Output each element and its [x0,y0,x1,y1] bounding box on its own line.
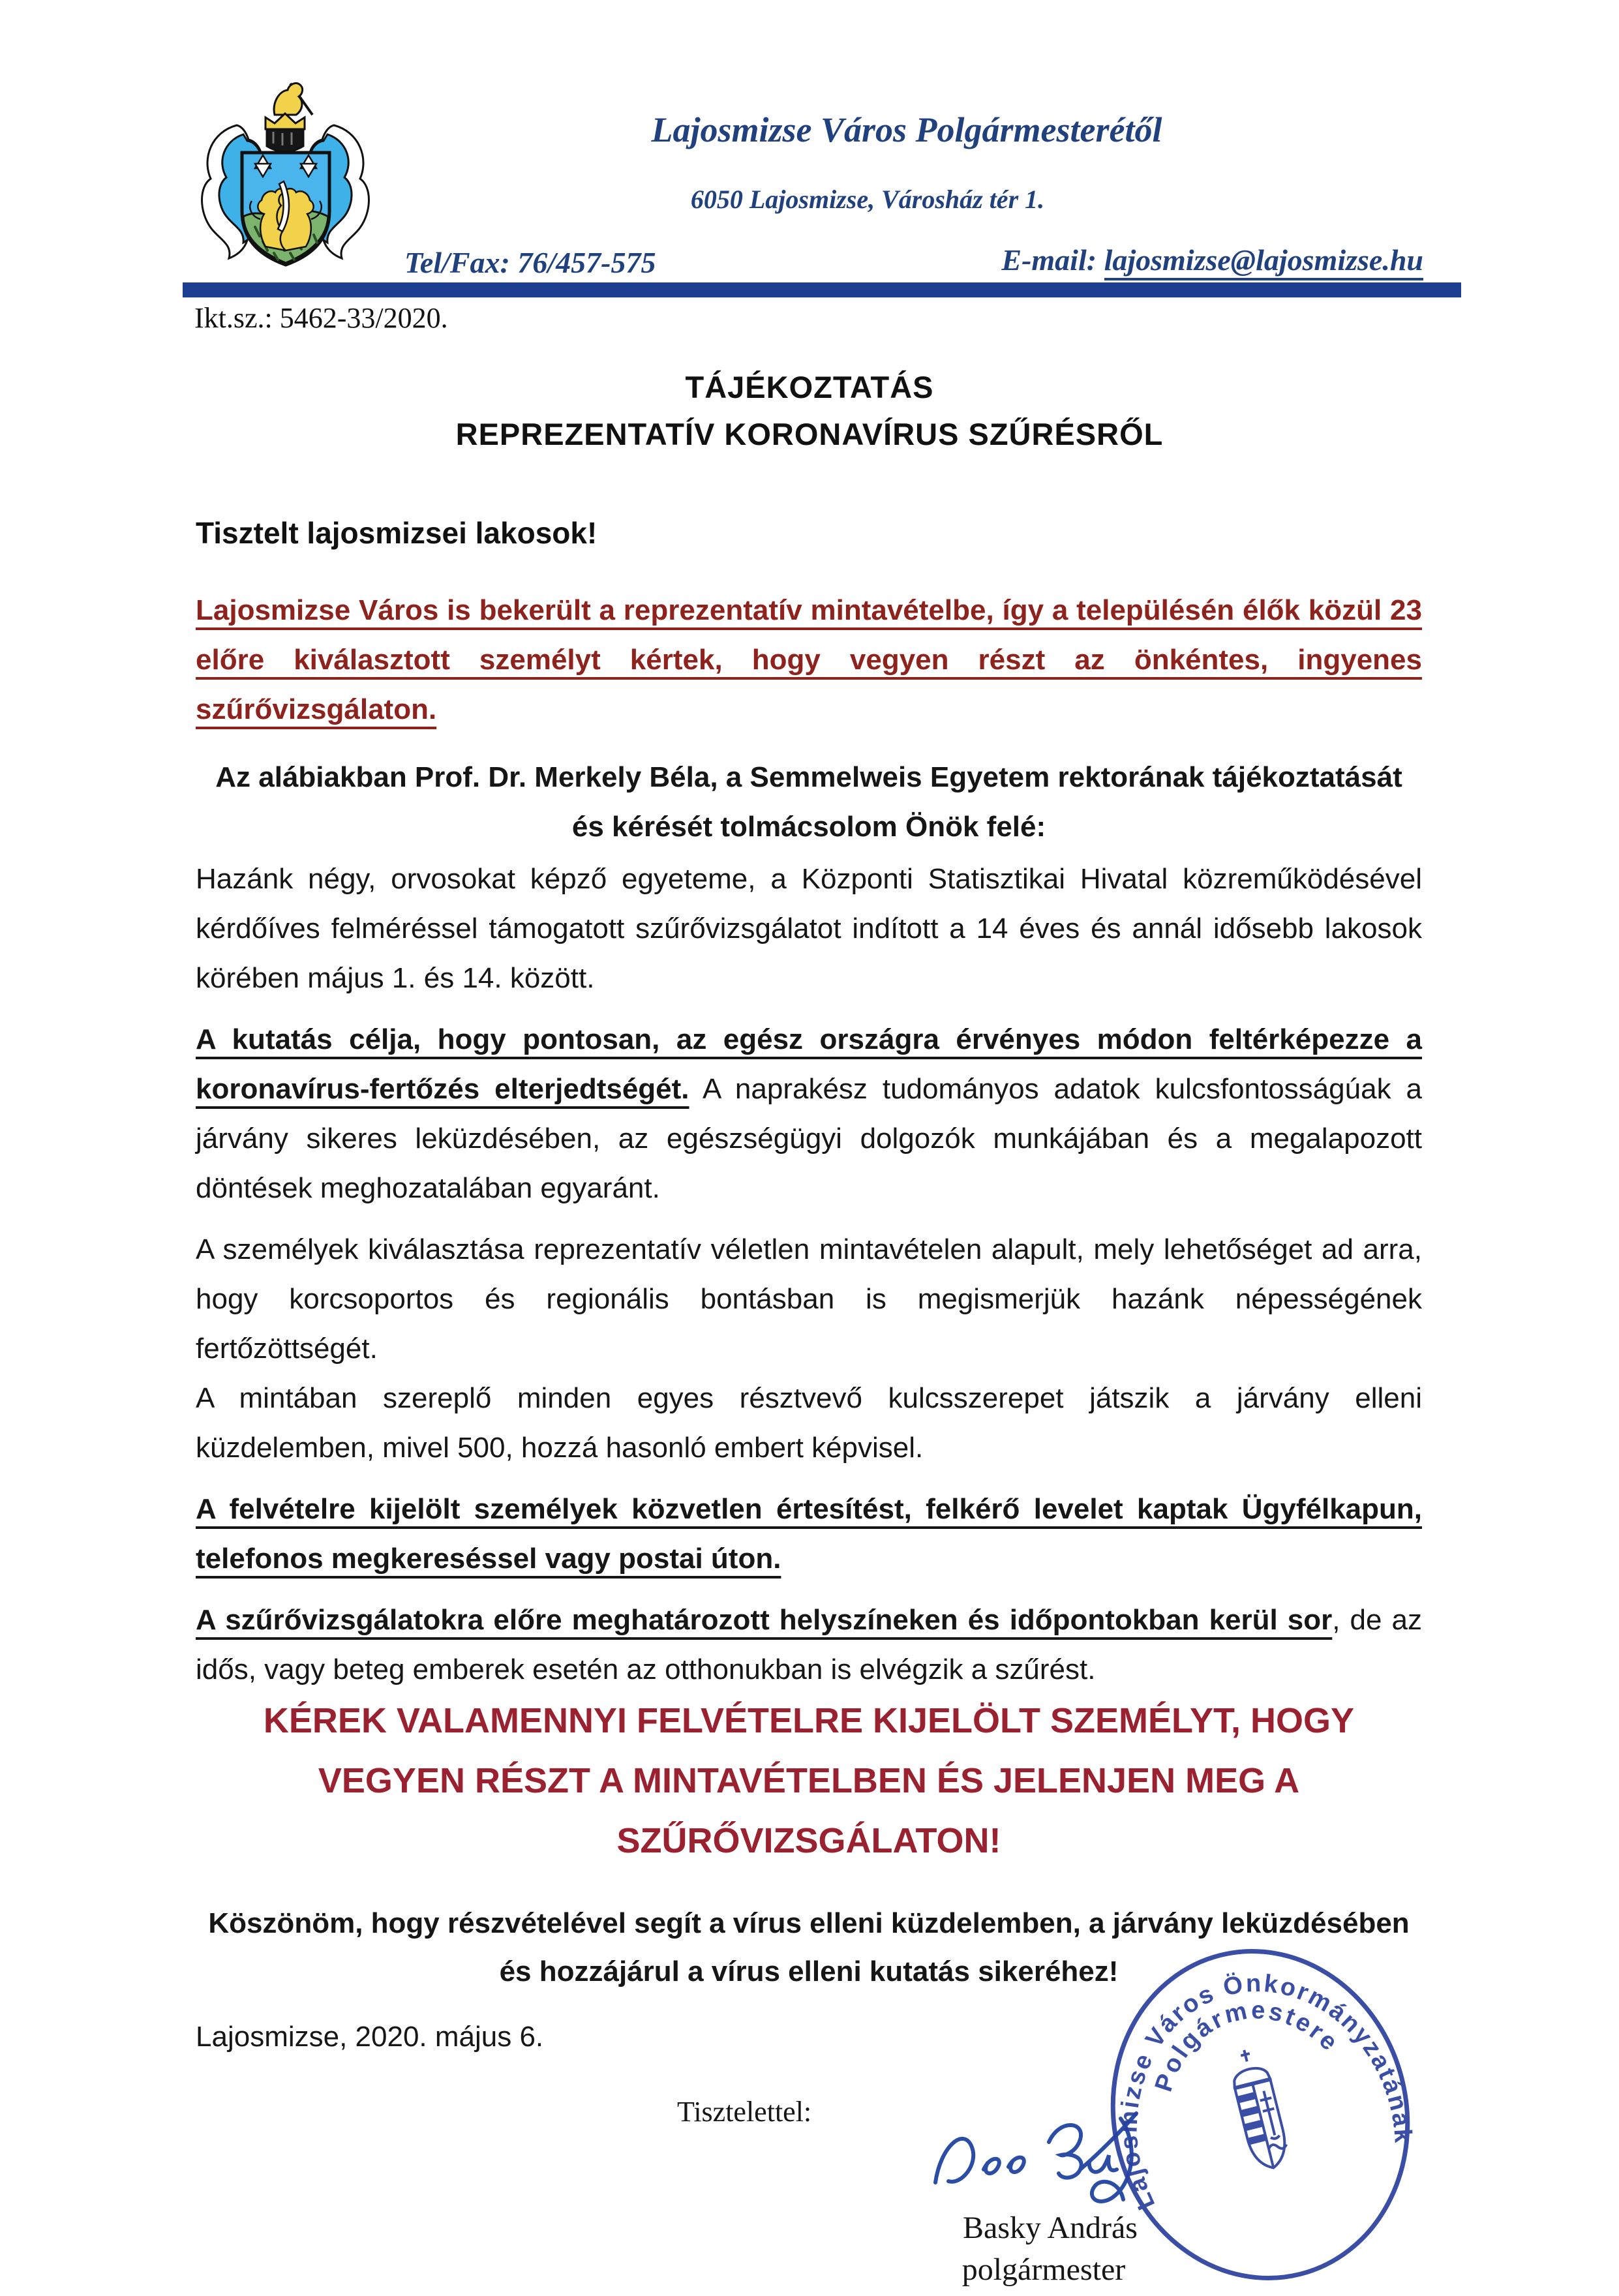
research-goal-rest: A naprakész tudományos adatok kulcsfontosságúak a járvány sikeres leküzdésében, az egészségügyi dolgozók munkájában és a megalapozott döntések meghozatalában egyaránt. [196,1073,1422,1204]
valediction: Tisztelettel: [677,2096,812,2128]
official-stamp-icon [1104,1939,1417,2291]
paragraph-notification: A felvételre kijelölt személyek közvetlen értesítést, felkérő levelet kaptak Ügyfélkapun, telefonos megkereséssel vagy postai úton. [196,1493,1422,1575]
stamp-emblem-coat-of-arms [1226,2046,1291,2172]
locations-rest: , de az idős, vagy beteg emberek esetén az otthonukban is elvégzik a szűrést. [196,1604,1422,1685]
paragraph-rector-intro: Az alábiakban Prof. Dr. Merkely Béla, a Semmelweis Egyetem rektorának tájékoztatását és kérését tolmácsolom Önök felé: [215,761,1402,843]
signer-title: polgármester [961,2252,1126,2287]
paragraph-research-goal [196,1015,1422,1213]
email-address: lajosmizse@lajosmizse.hu [1104,243,1423,280]
paragraph-universities: Hazánk négy, orvosokat képző egyeteme, a Központi Statisztikai Hivatal közreműködésével kérdőíves felméréssel támogatott szűrővizsgálatot indított a 14 éves és annál idősebb lakosok körében május 1. és 14. között. [196,863,1422,994]
appeal-heading: KÉREK VALAMENNYI FELVÉTELRE KIJELÖLT SZEMÉLYT, HOGY VEGYEN RÉSZT A MINTAVÉTELBEN ÉS JELENJEN MEG A SZŰRŐVIZSGÁLATON! [263,1701,1355,1860]
email-label: E-mail: [1001,243,1104,277]
signer-name: Basky András [963,2211,1138,2245]
letterhead-office-title: Lajosmizse Város Polgármesterétől [651,110,1162,149]
stamp-ring-text-top: Lajosmizse Város Önkormányzatának [1115,1969,1417,2214]
paragraph-selection-block [196,1225,1422,1473]
paragraph-thanks: Köszönöm, hogy részvételével segít a vírus elleni küzdelemben, a járvány leküzdésében és hozzájárul a vírus elleni kutatás sikeréhez! [208,1907,1410,1987]
paragraph-sample-role: A mintában szereplő minden egyes résztvevő kulcsszerepet játszik a járvány elleni küzdelemben, mivel 500, hozzá hasonló embert képvisel. [196,1382,1422,1464]
dateline: Lajosmizse, 2020. május 6. [196,2021,544,2053]
letterhead-telfax: Tel/Fax: 76/457-575 [404,246,656,279]
paragraph-locations [196,1595,1422,1695]
letterhead-divider-bar [183,282,1461,297]
city-coat-of-arms-icon [192,80,378,275]
document-title-line2: REPREZENTATÍV KORONAVÍRUS SZŰRÉSRŐL [455,417,1164,451]
letterhead-address: 6050 Lajosmizse, Városház tér 1. [690,185,1045,214]
salutation: Tisztelt lajosmizsei lakosok! [196,516,598,550]
document-title-line1: TÁJÉKOZTATÁS [685,370,934,404]
svg-text:Lajosmizse Város Önkormányzatá [1104,1939,1417,2215]
reference-number: Ikt.sz.: 5462-33/2020. [194,302,448,334]
research-goal-emphasis: A kutatás célja, hogy pontosan, az egész országra érvényes módon feltérképezze a koronavírus-fertőzés elterjedtségét. [196,1023,1422,1105]
letterhead-email [913,243,1423,277]
stamp-ring-text-bottom: Polgármestere [1149,1997,1345,2095]
paragraph-selection: A személyek kiválasztása reprezentatív véletlen mintavételen alapult, mely lehetőséget ad arra, hogy korcsoportos és regionális bontásban is megismerjük hazánk népességének fertőzöttségét. [196,1233,1422,1365]
paragraph-highlight-red: Lajosmizse Város is bekerült a reprezentatív mintavételbe, így a településén élők közül 23 előre kiválasztott személyt kértek, hogy vegyen részt az önkéntes, ingyenes szűrővizsgálaton. [196,594,1422,725]
locations-emphasis: A szűrővizsgálatokra előre meghatározott helyszíneken és időpontokban kerül sor [196,1604,1333,1636]
